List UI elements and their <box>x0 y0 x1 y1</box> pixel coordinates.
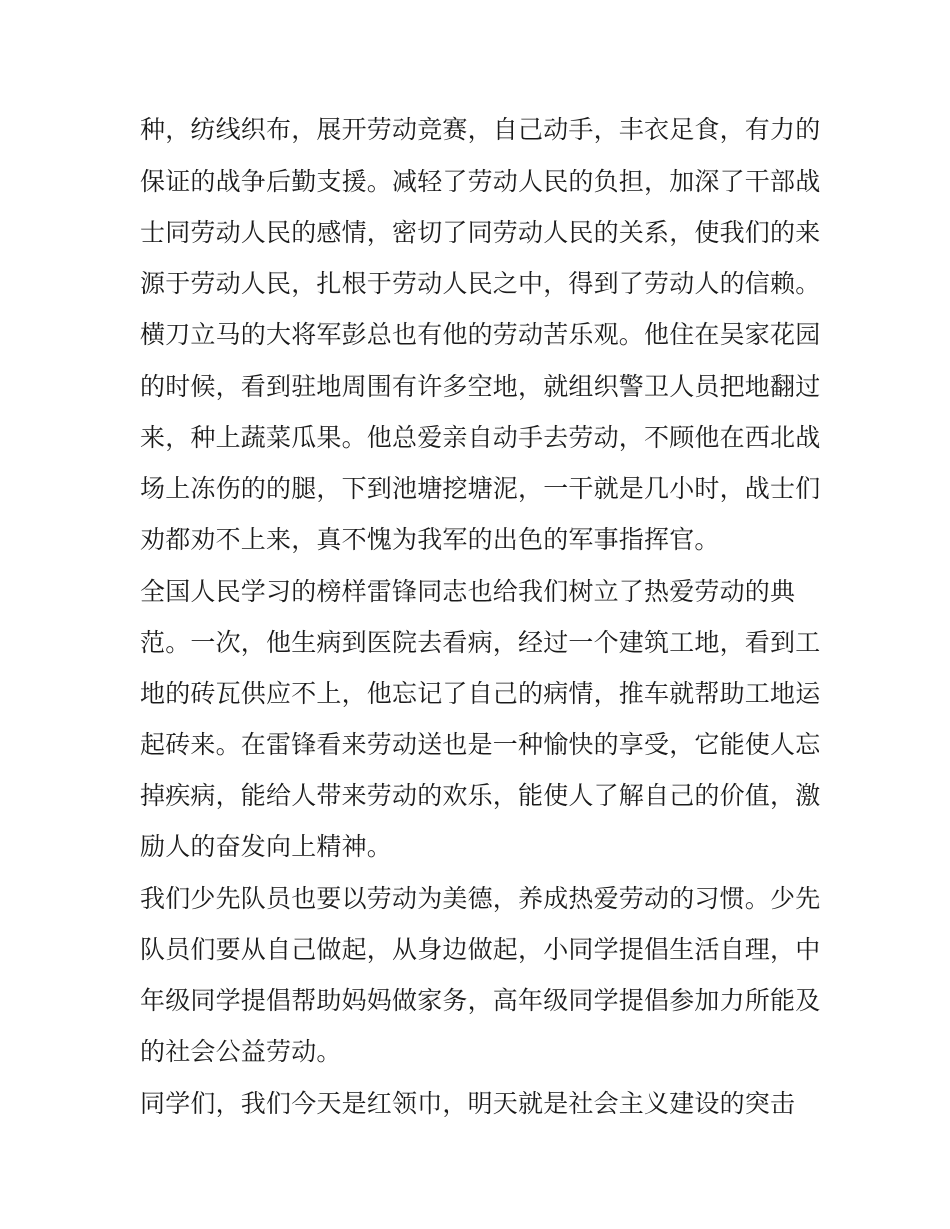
text-line: 起砖来。在雷锋看来劳动送也是一种愉快的享受，它能使人忘 <box>140 730 821 759</box>
text-line: 同学们，我们今天是红领巾，明天就是社会主义建设的突击 <box>140 1089 796 1118</box>
text-line: 劝都劝不上来，真不愧为我军的出色的军事指挥官。 <box>140 525 720 554</box>
text-line: 励人的奋发向上精神。 <box>140 832 393 861</box>
text-line: 保证的战争后勤支援。减轻了劳动人民的负担，加深了干部战 <box>140 167 821 196</box>
text-line: 地的砖瓦供应不上，他忘记了自己的病情，推车就帮助工地运 <box>140 679 821 708</box>
text-line: 队员们要从自己做起，从身边做起，小同学提倡生活自理，中 <box>140 935 821 964</box>
text-line: 种，纺线织布，展开劳动竞赛，自己动手，丰衣足食，有力的 <box>140 115 821 144</box>
text-line: 我们少先队员也要以劳动为美德，养成热爱劳动的习惯。少先 <box>140 884 821 913</box>
text-line: 来，种上蔬菜瓜果。他总爱亲自动手去劳动，不顾他在西北战 <box>140 423 821 452</box>
text-line: 掉疾病，能给人带来劳动的欢乐，能使人了解自己的价值，激 <box>140 781 821 810</box>
text-line: 全国人民学习的榜样雷锋同志也给我们树立了热爱劳动的典 <box>140 577 796 606</box>
text-line: 源于劳动人民，扎根于劳动人民之中，得到了劳动人的信赖。 <box>140 269 821 298</box>
text-line: 的社会公益劳动。 <box>140 1037 342 1066</box>
text-line: 横刀立马的大将军彭总也有他的劳动苦乐观。他住在吴家花园 <box>140 320 821 349</box>
text-line: 士同劳动人民的感情，密切了同劳动人民的关系，使我们的来 <box>140 218 821 247</box>
text-line: 年级同学提倡帮助妈妈做家务，高年级同学提倡参加力所能及 <box>140 986 821 1015</box>
text-line: 范。一次，他生病到医院去看病，经过一个建筑工地，看到工 <box>140 628 821 657</box>
text-line: 场上冻伤的的腿，下到池塘挖塘泥，一干就是几小时，战士们 <box>140 474 821 503</box>
text-line: 的时候，看到驻地周围有许多空地，就组织警卫人员把地翻过 <box>140 372 821 401</box>
